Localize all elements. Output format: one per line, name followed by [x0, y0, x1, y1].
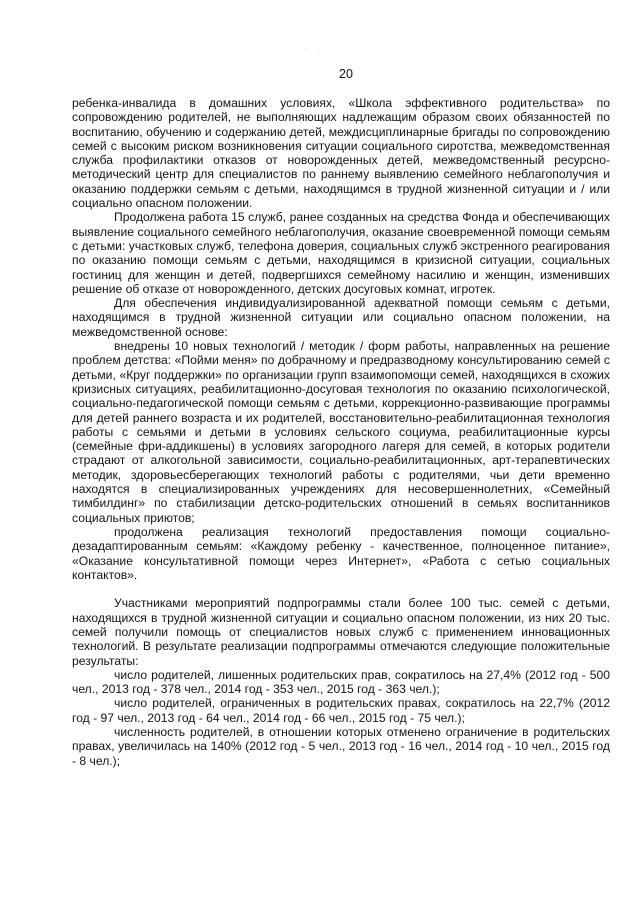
paragraph-result-deprived: число родителей, лишенных родительских прав, сократилось на 27,4% (2012 год - 500 чел., 2013 год - 378 чел., 2014 год - 353 чел., 2015 год - 363 чел.);	[72, 667, 610, 697]
paragraph-new-technologies: внедрены 10 новых технологий / методик / форм работы, направленных на решение проблем детства: «Пойми меня» по добрачному и предразводному консультированию семей с детьми, «Круг поддержки» по организации групп взаимопомощи семей, находящихся в схожих кризисных ситуациях, реабилитационно-досуговая технология по оказанию психологической, социально-педагогической помощи семьям с детьми, коррекционно-развивающие программы для детей раннего возраста и их родителей, восстановительно-реабилитационная технология работы с семьями и детьми в условиях сельского социума, реабилитационные курсы (семейные фри-аддикшены) в условиях загородного лагеря для семей, в которых родители страдают от алкогольной зависимости, социально-реабилитационных, арт-терапевтических методик, здоровьесберегающих технологий работы с родителями, чьи дети временно находятся в специализированных учреждениях для несовершеннолетних, «Семейный тимбилдинг» по стабилизации детско-родительских отношений в семьях воспитанников социальных приютов;	[72, 339, 610, 525]
paragraph-continued-technologies: продолжена реализация технологий предоставления помощи социально-дезадаптированным семьям: «Каждому ребенку - качественное, полноценное питание», «Оказание консультативной помощи через Интернет», «Работа с сетью социальных контактов».	[72, 524, 610, 582]
paragraph-services: Продолжена работа 15 служб, ранее созданных на средства Фонда и обеспечивающих выявление социального семейного неблагополучия, оказание своевременной помощи семьям с детьми: участковых служб, телефона доверия, социальных служб экстренного реагирования по оказанию помощи семьям с детьми, находящимся в кризисной ситуации, социальных гостиниц для женщин и детей, подвергшихся семейному насилию и женщин, изменивших решение об отказе от новорожденного, детских досуговых комнат, игротек.	[72, 210, 610, 296]
scan-speck	[306, 48, 307, 49]
paragraph-interagency: Для обеспечения индивидуализированной адекватной помощи семьям с детьми, находящимся в трудной жизненной ситуации или социально опасном положении, на межведомственной основе:	[72, 296, 610, 339]
scan-speck	[318, 50, 319, 51]
paragraph-continuation: ребенка-инвалида в домашних условиях, «Школа эффективного родительства» по сопровождению родителей, не выполняющих надлежащим образом своих обязанностей по воспитанию, обучению и содержанию детей, междисциплинарные бригады по сопровождению семей с высоким риском возникновения ситуации социального сиротства, межведомственная служба профилактики отказов от новорожденных детей, межведомственный ресурсно-методический центр для специалистов по раннему выявлению семейного неблагополучия и оказанию поддержки семьям с детьми, находящимся в трудной жизненной ситуации и / или социально опасном положении.	[72, 96, 610, 211]
page-number: 20	[339, 67, 353, 81]
document-page	[72, 66, 610, 768]
paragraph-result-restricted: число родителей, ограниченных в родительских правах, сократилось на 22,7% (2012 год - 97 чел., 2013 год - 64 чел., 2014 год - 66 чел., 2015 год - 75 чел.);	[72, 696, 610, 725]
paragraph-participants: Участниками мероприятий подпрограммы стали более 100 тыс. семей с детьми, находящихся в трудной жизненной ситуации и социально опасном положении, из них 20 тыс. семей получили помощь от специалистов новых служб с применением инновационных технологий. В результате реализации подпрограммы отмечаются следующие положительные результаты:	[72, 596, 610, 668]
paragraph-result-restored: численность родителей, в отношении которых отменено ограничение в родительских правах, увеличилась на 140% (2012 год - 5 чел., 2013 год - 16 чел., 2014 год - 10 чел., 2015 год - 8 чел.);	[72, 725, 610, 768]
